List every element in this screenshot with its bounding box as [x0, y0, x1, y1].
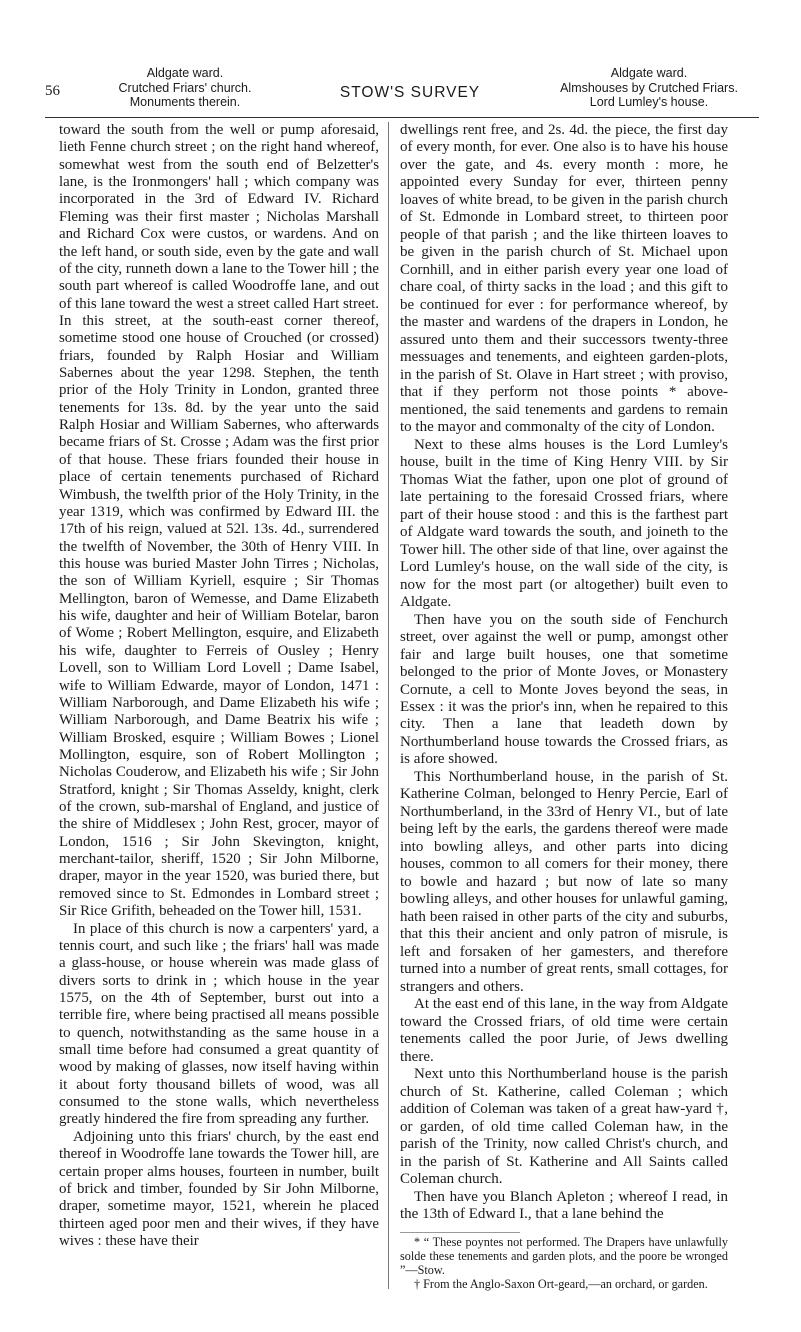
right-sidenote-line: Almshouses by Crutched Friars. [560, 80, 738, 95]
column-divider [388, 122, 389, 1289]
paragraph: Next to these alms houses is the Lord Lumley's house, built in the time of King Henry VIII. by Sir Thomas Wiat the father, upon one plot of ground of late pertaining to the foresaid Crossed friars, where part of their house stood : and this is the farthest part of Aldgate ward towards the south, and joineth to the Tower hill. The other side of that line, over against the Lord Lumley's house, on the wall side of the city, is now for the most part (or altogether) built even to Aldgate. [400, 436, 728, 611]
footnote-rule [400, 1232, 520, 1233]
page-number: 56 [45, 83, 60, 99]
left-sidenote-line: Crutched Friars' church. [118, 80, 252, 95]
running-header [45, 66, 757, 109]
left-sidenote [85, 66, 285, 110]
paragraph: Adjoining unto this friars' church, by the east end thereof in Woodroffe lane towards the Tower hill, are certain proper alms houses, fourteen in number, built of brick and timber, founded by Sir John Milborne, draper, sometime mayor, 1521, wherein he placed thirteen aged poor men and their wives, if they have wives : these have their [59, 1128, 379, 1249]
paragraph: toward the south from the well or pump aforesaid, lieth Fenne church street ; on the right hand whereof, somewhat west from the south end of Belzetter's lane, is the Ironmongers' hall ; which company was incorporated in the 3rd of Edward IV. Richard Fleming was their first master ; Nicholas Marshall and Richard Cox were custos, or wardens. And on the left hand, or south side, even by the gate and wall of the city, runneth down a lane to the Tower hill ; the south part whereof is called Woodroffe lane, and out of this lane toward the west a street called Hart street. In this street, at the south-east corner thereof, sometime stood one house of Crouched (or crossed) friars, founded by Ralph Hosiar and William Sabernes about the year 1298. Stephen, the tenth prior of the Holy Trinity in London, granted three tenements for 13s. 8d. by the year unto the said Ralph Hosiar and William Sabernes, who afterwards became friars of St. Crosse ; Adam was the first prior of that house. These friars founded their house in place of certain tenements purchased of Richard Wimbush, the twelfth prior of the Holy Trinity, in the year 1319, which was confirmed by Edward III. the 17th of his reign, valued at 52l. 13s. 4d., surrendered the twelfth of November, the 30th of Henry VIII. In this house was buried Master John Tirres ; Nicholas, the son of William Kyriell, esquire ; Sir Thomas Mellington, baron of Wemesse, and Dame Elizabeth his wife, daughter and heir of William Botelar, baron of Wome ; Robert Mellington, esquire, and Elizabeth his wife, daughter to Ferreis of Ousley ; Henry Lovell, son to William Lord Lovell ; Dame Isabel, wife to William Edwarde, mayor of London, 1471 : William Narborough, and Dame Elizabeth his wife ; William Narborough, and Dame Beatrix his wife ; William Brosked, esquire ; William Bowes ; Lionel Mollington, esquire, son of Robert Mollington ; Nicholas Couderow, and Elizabeth his wife ; Sir John Stratford, knight ; Sir Thomas Asseldy, knight, clerk of the crown, sub-marshal of England, and justice of the shire of Middlesex ; John Rest, grocer, mayor of London, 1516 ; Sir John Skevington, knight, merchant-tailor, sheriff, 1520 ; Sir John Milborne, draper, mayor in the year 1520, was buried there, but removed since to St. Edmondes in Lombard street ; Sir Rice Grifith, beheaded on the Tower hill, 1531. [59, 122, 379, 920]
paragraph: dwellings rent free, and 2s. 4d. the piece, the first day of every month, for ever. One also is to have his house over the gate, and 4s. every month : more, he appointed every Sunday for ever, thirteen penny loaves of white bread, to be given in the parish church of St. Edmonde in Lombard street, to thirteen poor people of that parish ; and the like thirteen loaves to be given in the parish church of St. Michael upon Cornhill, and in either parish every year one load of chare coal, of thirty sacks in the load ; and this gift to be continued for ever : for performance whereof, by the master and wardens of the drapers in London, he assured unto them and their successors twenty-three messuages and tenements, and eighteen garden-plots, in the parish of St. Olave in Hart street ; with proviso, that if they perform not those points * above-mentioned, the said tenements and gardens to remain to the mayor and commonalty of the city of London. [400, 122, 728, 436]
paragraph: Next unto this Northumberland house is the parish church of St. Katherine, called Coleman ; which addition of Coleman was taken of a great haw-yard †, or garden, of old time called Coleman haw, in the parish of the Trinity, now called Christ's church, and in the parish of St. Katherine and All Saints called Coleman church. [400, 1066, 728, 1188]
right-sidenote [539, 66, 759, 110]
right-column [400, 122, 728, 1292]
right-sidenote-line: Aldgate ward. [610, 66, 688, 80]
left-sidenote-line: Aldgate ward. [146, 66, 224, 80]
running-title: STOW'S SURVEY [339, 84, 481, 101]
left-column [59, 122, 379, 1250]
footnote: * “ These poyntes not performed. The Drapers have unlawfully solde these tenements and garden plots, and the poore be wronged ”—Stow. [400, 1234, 728, 1278]
left-sidenote-line: Monuments therein. [129, 95, 241, 109]
header-rule [45, 117, 759, 118]
paragraph: This Northumberland house, in the parish of St. Katherine Colman, belonged to Henry Percie, Earl of Northumberland, in the 33rd of Henry VI., but of late being left by the earls, the gardens thereof were made into bowling alleys, and other parts into dicing houses, common to all comers for their money, there to bowle and hazard ; but now of late so many bowling alleys, and other houses for unlawful gaming, hath been raised in other parts of the city and suburbs, that this their ancient and only patron of misrule, is left and forsaken of her gamesters, and therefore turned into a number of great rents, small cottages, for strangers and others. [400, 768, 728, 995]
paragraph: At the east end of this lane, in the way from Aldgate toward the Crossed friars, of old time were certain tenements called the poor Jurie, of Jews dwelling there. [400, 996, 728, 1065]
paragraph: Then have you on the south side of Fenchurch street, over against the well or pump, amongst other fair and large built houses, one that sometime belonged to the prior of Monte Joves, or Monastery Cornute, a cell to Monte Joves beyond the seas, in Essex : it was the prior's inn, when he repaired to this city. Then a lane that leadeth down by Northumberland house towards the Crossed friars, as is afore showed. [400, 611, 728, 768]
right-sidenote-line: Lord Lumley's house. [589, 95, 709, 109]
paragraph: Then have you Blanch Apleton ; whereof I read, in the 13th of Edward I., that a lane behind the [400, 1188, 728, 1223]
paragraph: In place of this church is now a carpenters' yard, a tennis court, and such like ; the friars' hall was made a glass-house, or house wherein was made glass of divers sorts to drink in ; which house in the year 1575, on the 4th of September, burst out into a terrible fire, where being practised all means possible to quench, notwithstanding as the same house in a small time before had consumed a great quantity of wood by making of glasses, now itself having within it about forty thousand billets of wood, was all consumed to the stone walls, which nevertheless greatly hindered the fire from spreading any further. [59, 920, 379, 1128]
footnote: † From the Anglo-Saxon Ort-geard,—an orchard, or garden. [414, 1277, 708, 1292]
